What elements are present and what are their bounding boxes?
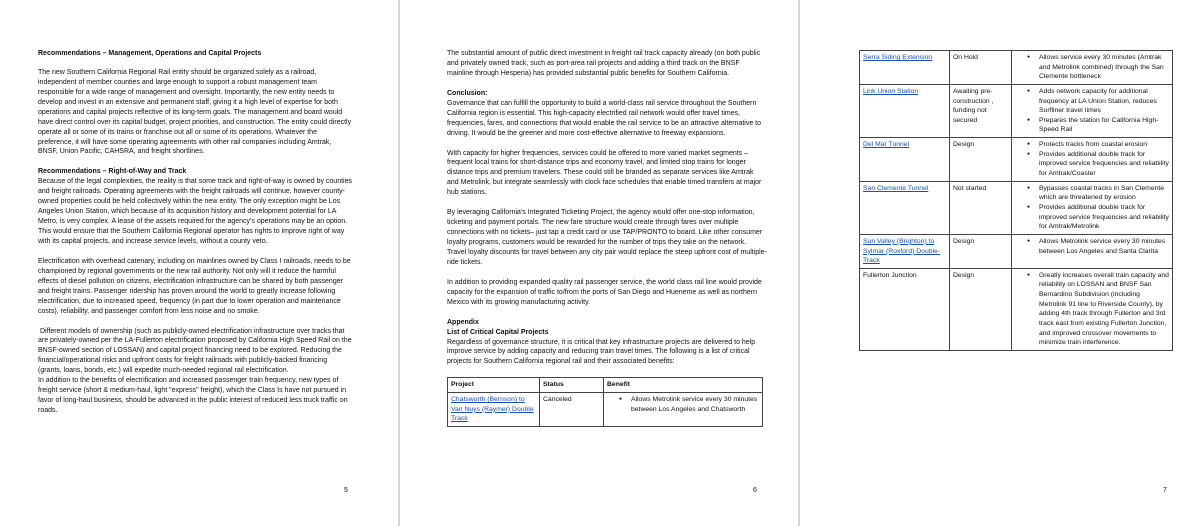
benefit-cell [1012, 84, 1173, 137]
benefit-item: ● Allows Metrolink service every 30 minutes between Los Angeles and Santa Clarita [1039, 237, 1169, 256]
paragraph: In addition to the benefits of electrification and increased passenger train frequency, new types of freight service (short & medium-haul, light "express" freight), which the Class Is have not pursued in favor of long-haul business, should be advanced in the public interest of reduced less truck traffic on roads. [38, 377, 348, 414]
heading-appendix: Appendix [447, 318, 479, 326]
benefit-item: ● Allows Metrolink service every 30 minutes between Los Angeles and Chatsworth [631, 395, 759, 414]
table-row [860, 51, 1173, 85]
column-header-status: Status [540, 378, 604, 393]
page-number: 5 [344, 487, 348, 495]
table-row [860, 138, 1173, 182]
project-link[interactable]: Del Mar Tunnel [863, 141, 910, 149]
paragraph: Different models of ownership (such as publicly-owned electrification infrastructure over tracks that are privately-owned per the LA-Fullerton electrification proposed by California High Speed Rail on the BNSF-owned section of LOSSAN) and capital project financing need to be explored. Reducing the financial/operational risks and upfront costs for freight railroads with publicly-backed financing (grants, loans, bonds, etc.) will expedite much-needed regional rail electrification. [38, 327, 354, 375]
status-cell: Canceled [540, 392, 604, 426]
page-number: 6 [753, 487, 757, 495]
project-cell [860, 181, 950, 234]
heading-management: Recommendations – Management, Operations and Capital Projects [38, 50, 262, 57]
status-cell: Design [950, 268, 1012, 350]
benefit-cell [1012, 138, 1173, 182]
column-header-benefit: Benefit [604, 378, 763, 393]
status-cell: On Hold [950, 51, 1012, 85]
page-6-content [447, 49, 767, 427]
column-header-project: Project [448, 378, 540, 393]
benefit-item: ● Prepares the station for California High-Speed Rail [1039, 116, 1169, 135]
benefit-item: ● Adds network capacity for additional frequency at LA Union Station, reduces Surfliner travel times [1039, 87, 1169, 116]
benefit-cell [1012, 234, 1173, 268]
paragraph: Regardless of governance structure, it is critical that key infrastructure projects are delivered to help improve service by adding capacity and reducing train travel times. The following is a list of critical projects for Southern California regional rail and their associated benefits: [447, 338, 756, 366]
table-row [860, 268, 1173, 350]
project-cell [860, 51, 950, 85]
benefit-item: ● Allows service every 30 minutes (Amtrak and Metrolink combined) through the San Clemente bottleneck [1039, 53, 1169, 82]
heading-right-of-way: Recommendations – Right-of-Way and Track [38, 168, 187, 176]
benefit-cell [1012, 181, 1173, 234]
benefit-item: ● Provides additional double track for improved service frequencies and reliability for Amtrak/Metrolink [1039, 203, 1169, 232]
paragraph: By leveraging California's Integrated Ticketing Project, the agency would offer one-stop information, ticketing and payment portals. The new fare structure would create through fares over multiple connections with no tickets– just tap a credit card or use TAP/PRONTO to board. Like other consumer loyalty programs, customers would be rewarded for the number of trips they take on the network. Travel loyalty discounts for travel between any city pair would replace the steep upfront cost of multiple-ride tickets. [447, 209, 767, 266]
page-6 [400, 0, 798, 526]
project-link[interactable]: San Clemente Tunnel [863, 184, 929, 192]
paragraph: The new Southern California Regional Rail entity should be organized solely as a railroad, independent of member counties and large enough to support a robust management team responsible for a wide range of management and oversight. Importantly, the new entity needs to develop and invest in an extensive and permanent staff, giving it a high level of expertise for both operations and capital projects reflective of its long-term goals. The management and board would have direct control over its capital budget, project priorities, and construction. The entity could directly operate all or some of its trains or franchise out all or some of its operations. Whatever the preference, it will have some operating agreements with other rail companies including Amtrak, BNSF, Union Pacific, CAHSRA, and freight shortlines. [38, 68, 352, 156]
paragraph: With capacity for higher frequencies, services could be offered to more varied market segments – frequent local trains for short-distance trips and economy travel, and limited stop trains for longer distance trips and premium travelers. These could still be branded as separate services like Amtrak and Metrolink, but integrate seamlessly with clock face schedules that enable timed transfers at major hub stations. [447, 149, 762, 197]
paragraph: Governance that can fulfill the opportunity to build a world-class rail service throughout the Southern California region is essential. This high-capacity electrified rail network would offer travel times, frequencies, fares, and connections that would enable the rail service to be an attractive alternative to driving. It would be the greener and more cost-effective alternative to freeway expansions. [447, 99, 762, 137]
page-5-content [38, 49, 352, 426]
status-cell: Awaiting pre-construction , funding not secured [950, 84, 1012, 137]
table-row [860, 181, 1173, 234]
project-cell [860, 234, 950, 268]
status-cell: Design [950, 234, 1012, 268]
benefit-item: ● Greatly increases overall train capacity and reliability on LOSSAN and BNSF San Bernardino Subdivision (including Metrolink 91 line to Riverside County), by adding 4th track through Fullerton and 3rd track east from existing Fullerton Junction, and improved crossover movements to minimize train interference. [1039, 271, 1169, 348]
project-link[interactable]: Serra Siding Extension [863, 54, 933, 61]
paragraph: The substantial amount of public direct investment in freight rail track capacity already (on both public and privately owned track, such as port-area rail projects and adding a third track on the BNSF mainline through Hesperia) has provided substantial public benefits for Southern California. [447, 50, 761, 77]
table-row [448, 392, 763, 426]
heading-critical-projects: List of Critical Capital Projects [447, 328, 549, 336]
critical-projects-table [447, 377, 763, 427]
benefit-item: ● Protects tracks from coastal erosion [1039, 140, 1169, 150]
project-cell [448, 392, 540, 426]
heading-conclusion: Conclusion: [447, 89, 488, 97]
project-cell [860, 138, 950, 182]
paragraph: Electrification with overhead catenary, including on mainlines owned by Class I railroads, needs to be championed by regional governments or the new rail authority. Not only will it reduce the harmful effects of diesel pollution on citizens, electrification infrastructure can be shared by both passenger and freight trains. Passenger ridership has proven around the world to greatly increase following electrification, due to increased speed, frequency (in part due to lower operation and maintenance costs), reliability, and passenger comfort from less noise and no smoke. [38, 257, 351, 315]
benefit-cell [1012, 51, 1173, 85]
page-5 [0, 0, 398, 526]
page-7 [801, 0, 1200, 526]
benefit-cell [604, 392, 763, 426]
benefit-cell [1012, 268, 1173, 350]
project-cell: Fullerton Junction [860, 268, 950, 350]
page-7-content [859, 50, 1173, 351]
project-link[interactable]: Chatsworth (Bernson) to Van Nuys (Raymer) Double Track [451, 395, 534, 423]
project-link[interactable]: Link Union Station [863, 87, 919, 95]
paragraph: In addition to providing expanded quality rail passenger service, the world class rail line would provide capacity for the expansion of traffic to/from the ports of San Diego and Hueneme as well as northern Mexico with its growing manufacturing activity. [447, 278, 762, 306]
projects-table-continued [859, 50, 1173, 351]
page-number: 7 [1163, 487, 1167, 495]
page-separator [798, 0, 800, 526]
paragraph: Because of the legal complexities, the reality is that some track and right-of-way is owned by counties and freight railroads. Operating agreements with the freight railroads will continue, however county-owned properties could be held collectively within the new entity. The only exception might be Los Angeles Union Station, which because of its acquisition history and development potential for LA Metro, is very complex. A lease of the assets required for the agency's operations may be an option. This would ensure that the Southern California Regional operator has rights to improve right of way with its capital projects, and increase service levels, without a county veto. [38, 178, 352, 245]
project-link[interactable]: Sun Valley (Brighton) to Sylmar (Roxford) Double-Track [863, 237, 941, 265]
table-row [860, 234, 1173, 268]
status-cell: Design [950, 138, 1012, 182]
benefit-item: ● Provides additional double track for improved service frequencies and reliability for Amtrak/Coaster [1039, 150, 1169, 179]
benefit-item: ● Bypasses coastal tracks in San Clemente which are threatened by erosion [1039, 184, 1169, 203]
status-cell: Not started [950, 181, 1012, 234]
table-header-row [448, 378, 763, 393]
table-row [860, 84, 1173, 137]
project-cell [860, 84, 950, 137]
